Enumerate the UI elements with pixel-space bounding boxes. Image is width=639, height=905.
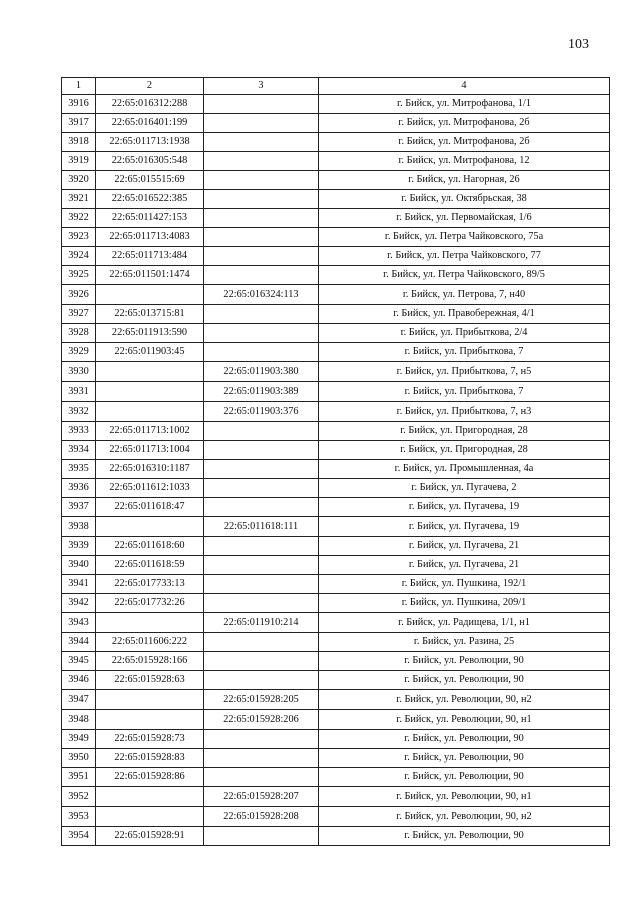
table-row — [62, 305, 610, 324]
page-number: 103 — [568, 37, 589, 52]
premise-cadastral-number-cell — [204, 247, 319, 266]
cadastral-number-cell — [96, 690, 204, 710]
table-row — [62, 228, 610, 247]
address-cell: г. Бийск, ул. Пугачева, 2 — [319, 479, 610, 498]
table-row — [62, 362, 610, 382]
address-cell: г. Бийск, ул. Митрофанова, 2б — [319, 133, 610, 152]
cadastral-number-cell: 22:65:016522:385 — [96, 190, 204, 209]
row-number-cell: 3932 — [62, 402, 96, 422]
table-row — [62, 95, 610, 114]
table-row — [62, 152, 610, 171]
cadastral-number-cell: 22:65:011618:60 — [96, 537, 204, 556]
address-cell: г. Бийск, ул. Петра Чайковского, 89/5 — [319, 266, 610, 285]
cadastral-number-cell — [96, 613, 204, 633]
cadastral-number-cell: 22:65:015928:86 — [96, 768, 204, 787]
premise-cadastral-number-cell — [204, 441, 319, 460]
table-row — [62, 710, 610, 730]
address-cell: г. Бийск, ул. Революции, 90 — [319, 652, 610, 671]
table-row — [62, 382, 610, 402]
address-cell: г. Бийск, ул. Пугачева, 21 — [319, 537, 610, 556]
address-cell: г. Бийск, ул. Революции, 90, н2 — [319, 807, 610, 827]
table-header-row — [62, 78, 610, 95]
table-row — [62, 114, 610, 133]
cadastral-number-cell: 22:65:016312:288 — [96, 95, 204, 114]
address-cell: г. Бийск, ул. Прибыткова, 7, н5 — [319, 362, 610, 382]
address-cell: г. Бийск, ул. Митрофанова, 12 — [319, 152, 610, 171]
cadastral-number-cell — [96, 402, 204, 422]
address-cell: г. Бийск, ул. Нагорная, 26 — [319, 171, 610, 190]
table-row — [62, 324, 610, 343]
row-number-cell: 3927 — [62, 305, 96, 324]
row-number-cell: 3944 — [62, 633, 96, 652]
row-number-cell: 3921 — [62, 190, 96, 209]
premise-cadastral-number-cell — [204, 768, 319, 787]
premise-cadastral-number-cell — [204, 479, 319, 498]
address-cell: г. Бийск, ул. Революции, 90 — [319, 768, 610, 787]
row-number-cell: 3946 — [62, 671, 96, 690]
row-number-cell: 3934 — [62, 441, 96, 460]
cadastral-number-cell: 22:65:016401:199 — [96, 114, 204, 133]
row-number-cell: 3931 — [62, 382, 96, 402]
table-row — [62, 613, 610, 633]
cadastral-number-cell — [96, 517, 204, 537]
table-row — [62, 690, 610, 710]
table-row — [62, 171, 610, 190]
cadastral-number-cell: 22:65:016310:1187 — [96, 460, 204, 479]
row-number-cell: 3926 — [62, 285, 96, 305]
table-row — [62, 209, 610, 228]
row-number-cell: 3919 — [62, 152, 96, 171]
row-number-cell: 3951 — [62, 768, 96, 787]
row-number-cell: 3947 — [62, 690, 96, 710]
premise-cadastral-number-cell: 22:65:016324:113 — [204, 285, 319, 305]
premise-cadastral-number-cell — [204, 209, 319, 228]
cadastral-number-cell — [96, 787, 204, 807]
table-row — [62, 422, 610, 441]
property-table — [61, 77, 610, 846]
row-number-cell: 3918 — [62, 133, 96, 152]
table-row — [62, 343, 610, 362]
premise-cadastral-number-cell — [204, 343, 319, 362]
cadastral-number-cell — [96, 807, 204, 827]
address-cell: г. Бийск, ул. Петра Чайковского, 75а — [319, 228, 610, 247]
row-number-cell: 3922 — [62, 209, 96, 228]
premise-cadastral-number-cell — [204, 133, 319, 152]
address-cell: г. Бийск, ул. Прибыткова, 7, н3 — [319, 402, 610, 422]
premise-cadastral-number-cell — [204, 498, 319, 517]
cadastral-number-cell: 22:65:015515:69 — [96, 171, 204, 190]
premise-cadastral-number-cell: 22:65:015928:207 — [204, 787, 319, 807]
table-row — [62, 479, 610, 498]
row-number-cell: 3948 — [62, 710, 96, 730]
row-number-cell: 3928 — [62, 324, 96, 343]
cadastral-number-cell: 22:65:017732:26 — [96, 594, 204, 613]
table-row — [62, 266, 610, 285]
cadastral-number-cell: 22:65:015928:63 — [96, 671, 204, 690]
cadastral-number-cell: 22:65:011612:1033 — [96, 479, 204, 498]
row-number-cell: 3942 — [62, 594, 96, 613]
row-number-cell: 3940 — [62, 556, 96, 575]
address-cell: г. Бийск, ул. Радищева, 1/1, н1 — [319, 613, 610, 633]
column-header: 2 — [96, 78, 204, 95]
address-cell: г. Бийск, ул. Революции, 90, н1 — [319, 787, 610, 807]
table-row — [62, 285, 610, 305]
table-row — [62, 594, 610, 613]
address-cell: г. Бийск, ул. Пушкина, 192/1 — [319, 575, 610, 594]
cadastral-number-cell: 22:65:011713:4083 — [96, 228, 204, 247]
address-cell: г. Бийск, ул. Пушкина, 209/1 — [319, 594, 610, 613]
address-cell: г. Бийск, ул. Революции, 90 — [319, 730, 610, 749]
cadastral-number-cell: 22:65:011618:59 — [96, 556, 204, 575]
cadastral-number-cell — [96, 710, 204, 730]
cadastral-number-cell: 22:65:011713:1002 — [96, 422, 204, 441]
row-number-cell: 3917 — [62, 114, 96, 133]
table-row — [62, 537, 610, 556]
row-number-cell: 3925 — [62, 266, 96, 285]
table-row — [62, 671, 610, 690]
address-cell: г. Бийск, ул. Пугачева, 19 — [319, 517, 610, 537]
premise-cadastral-number-cell — [204, 460, 319, 479]
cadastral-number-cell: 22:65:011618:47 — [96, 498, 204, 517]
address-cell: г. Бийск, ул. Пригородная, 28 — [319, 422, 610, 441]
table-row — [62, 652, 610, 671]
row-number-cell: 3929 — [62, 343, 96, 362]
cadastral-number-cell: 22:65:016305:548 — [96, 152, 204, 171]
address-cell: г. Бийск, ул. Петра Чайковского, 77 — [319, 247, 610, 266]
cadastral-number-cell — [96, 382, 204, 402]
cadastral-number-cell: 22:65:011713:484 — [96, 247, 204, 266]
premise-cadastral-number-cell — [204, 114, 319, 133]
row-number-cell: 3930 — [62, 362, 96, 382]
premise-cadastral-number-cell: 22:65:015928:208 — [204, 807, 319, 827]
premise-cadastral-number-cell — [204, 324, 319, 343]
premise-cadastral-number-cell — [204, 228, 319, 247]
premise-cadastral-number-cell — [204, 422, 319, 441]
premise-cadastral-number-cell — [204, 556, 319, 575]
table-row — [62, 460, 610, 479]
cadastral-number-cell: 22:65:011913:590 — [96, 324, 204, 343]
table-row — [62, 517, 610, 537]
row-number-cell: 3949 — [62, 730, 96, 749]
table-row — [62, 730, 610, 749]
address-cell: г. Бийск, ул. Революции, 90, н2 — [319, 690, 610, 710]
row-number-cell: 3933 — [62, 422, 96, 441]
table-row — [62, 133, 610, 152]
row-number-cell: 3953 — [62, 807, 96, 827]
premise-cadastral-number-cell — [204, 827, 319, 846]
column-header: 1 — [62, 78, 96, 95]
premise-cadastral-number-cell — [204, 190, 319, 209]
premise-cadastral-number-cell — [204, 575, 319, 594]
premise-cadastral-number-cell: 22:65:011903:376 — [204, 402, 319, 422]
premise-cadastral-number-cell: 22:65:011903:380 — [204, 362, 319, 382]
table-row — [62, 787, 610, 807]
address-cell: г. Бийск, ул. Правобережная, 4/1 — [319, 305, 610, 324]
table-row — [62, 247, 610, 266]
premise-cadastral-number-cell — [204, 171, 319, 190]
address-cell: г. Бийск, ул. Промышленная, 4а — [319, 460, 610, 479]
premise-cadastral-number-cell — [204, 671, 319, 690]
cadastral-number-cell: 22:65:011713:1938 — [96, 133, 204, 152]
cadastral-number-cell: 22:65:011903:45 — [96, 343, 204, 362]
table-row — [62, 402, 610, 422]
table-row — [62, 190, 610, 209]
table-row — [62, 441, 610, 460]
row-number-cell: 3938 — [62, 517, 96, 537]
row-number-cell: 3935 — [62, 460, 96, 479]
premise-cadastral-number-cell — [204, 652, 319, 671]
row-number-cell: 3920 — [62, 171, 96, 190]
address-cell: г. Бийск, ул. Пугачева, 21 — [319, 556, 610, 575]
address-cell: г. Бийск, ул. Петрова, 7, н40 — [319, 285, 610, 305]
address-cell: г. Бийск, ул. Октябрьская, 38 — [319, 190, 610, 209]
premise-cadastral-number-cell: 22:65:011910:214 — [204, 613, 319, 633]
address-cell: г. Бийск, ул. Революции, 90, н1 — [319, 710, 610, 730]
premise-cadastral-number-cell: 22:65:015928:205 — [204, 690, 319, 710]
address-cell: г. Бийск, ул. Революции, 90 — [319, 749, 610, 768]
premise-cadastral-number-cell — [204, 594, 319, 613]
table-row — [62, 827, 610, 846]
column-header: 3 — [204, 78, 319, 95]
row-number-cell: 3936 — [62, 479, 96, 498]
premise-cadastral-number-cell — [204, 95, 319, 114]
address-cell: г. Бийск, ул. Митрофанова, 1/1 — [319, 95, 610, 114]
cadastral-number-cell: 22:65:011713:1004 — [96, 441, 204, 460]
table-row — [62, 633, 610, 652]
premise-cadastral-number-cell — [204, 730, 319, 749]
row-number-cell: 3916 — [62, 95, 96, 114]
address-cell: г. Бийск, ул. Митрофанова, 2б — [319, 114, 610, 133]
address-cell: г. Бийск, ул. Революции, 90 — [319, 827, 610, 846]
premise-cadastral-number-cell — [204, 305, 319, 324]
cadastral-number-cell: 22:65:015928:166 — [96, 652, 204, 671]
address-cell: г. Бийск, ул. Прибыткова, 2/4 — [319, 324, 610, 343]
table-row — [62, 807, 610, 827]
table-row — [62, 575, 610, 594]
premise-cadastral-number-cell — [204, 152, 319, 171]
row-number-cell: 3941 — [62, 575, 96, 594]
row-number-cell: 3950 — [62, 749, 96, 768]
cadastral-number-cell: 22:65:017733:13 — [96, 575, 204, 594]
cadastral-number-cell: 22:65:013715:81 — [96, 305, 204, 324]
premise-cadastral-number-cell: 22:65:015928:206 — [204, 710, 319, 730]
cadastral-number-cell: 22:65:011606:222 — [96, 633, 204, 652]
premise-cadastral-number-cell — [204, 633, 319, 652]
cadastral-number-cell: 22:65:015928:83 — [96, 749, 204, 768]
address-cell: г. Бийск, ул. Пригородная, 28 — [319, 441, 610, 460]
address-cell: г. Бийск, ул. Прибыткова, 7 — [319, 382, 610, 402]
row-number-cell: 3924 — [62, 247, 96, 266]
cadastral-number-cell: 22:65:015928:91 — [96, 827, 204, 846]
cadastral-number-cell: 22:65:011501:1474 — [96, 266, 204, 285]
row-number-cell: 3954 — [62, 827, 96, 846]
address-cell: г. Бийск, ул. Революции, 90 — [319, 671, 610, 690]
row-number-cell: 3945 — [62, 652, 96, 671]
premise-cadastral-number-cell — [204, 537, 319, 556]
row-number-cell: 3943 — [62, 613, 96, 633]
table-row — [62, 556, 610, 575]
cadastral-number-cell — [96, 285, 204, 305]
premise-cadastral-number-cell — [204, 749, 319, 768]
cadastral-number-cell — [96, 362, 204, 382]
table-row — [62, 749, 610, 768]
address-cell: г. Бийск, ул. Первомайская, 1/6 — [319, 209, 610, 228]
cadastral-number-cell: 22:65:015928:73 — [96, 730, 204, 749]
address-cell: г. Бийск, ул. Пугачева, 19 — [319, 498, 610, 517]
address-cell: г. Бийск, ул. Разина, 25 — [319, 633, 610, 652]
cadastral-number-cell: 22:65:011427:153 — [96, 209, 204, 228]
premise-cadastral-number-cell: 22:65:011618:111 — [204, 517, 319, 537]
row-number-cell: 3952 — [62, 787, 96, 807]
table-row — [62, 768, 610, 787]
premise-cadastral-number-cell: 22:65:011903:389 — [204, 382, 319, 402]
row-number-cell: 3937 — [62, 498, 96, 517]
column-header: 4 — [319, 78, 610, 95]
table-row — [62, 498, 610, 517]
row-number-cell: 3939 — [62, 537, 96, 556]
row-number-cell: 3923 — [62, 228, 96, 247]
address-cell: г. Бийск, ул. Прибыткова, 7 — [319, 343, 610, 362]
premise-cadastral-number-cell — [204, 266, 319, 285]
